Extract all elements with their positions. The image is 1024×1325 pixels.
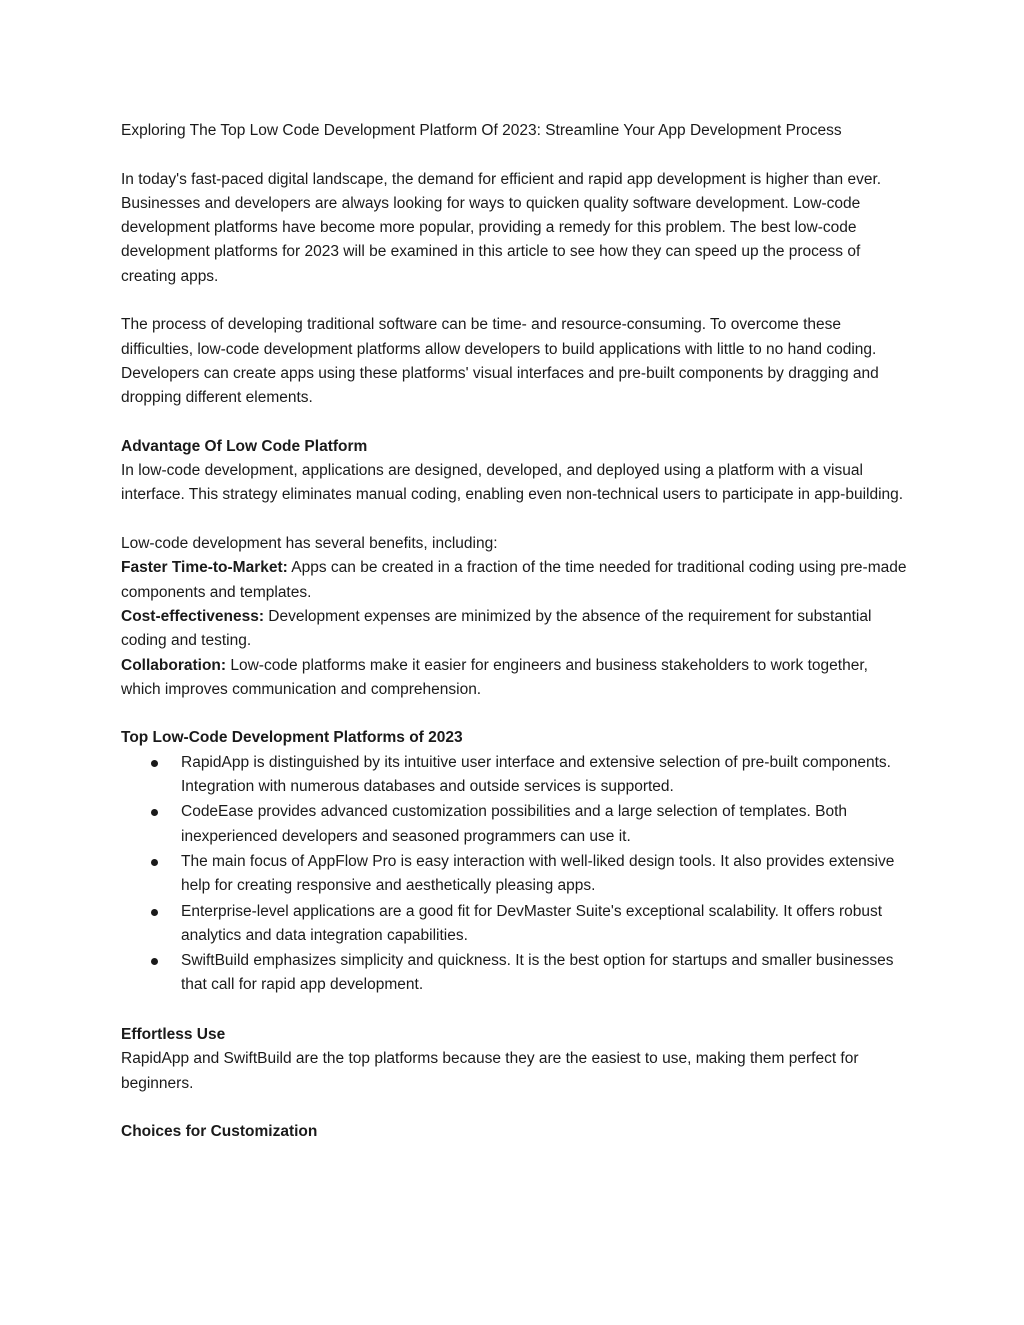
platform-list	[121, 751, 911, 998]
spacer	[121, 289, 911, 313]
benefits-intro: Low-code development has several benefits, including:	[121, 535, 498, 553]
list-item-text: Enterprise-level applications are a good fit for DevMaster Suite's exceptional scalability. It offers robust analytics and data integration capabilities.	[181, 902, 883, 944]
effortless-use-body: RapidApp and SwiftBuild are the top platforms because they are the easiest to use, making them perfect for beginners.	[121, 1050, 859, 1092]
bullet-icon	[151, 809, 158, 816]
list-item	[121, 850, 911, 899]
benefit-label: Collaboration:	[121, 656, 227, 674]
spacer	[121, 702, 911, 726]
list-item-text: SwiftBuild emphasizes simplicity and quickness. It is the best option for startups and smaller businesses that call for rapid app development.	[181, 952, 894, 994]
bullet-icon	[151, 958, 158, 965]
customization-heading: Choices for Customization	[121, 1123, 318, 1141]
bullet-icon	[151, 760, 158, 767]
document-page	[121, 119, 911, 1144]
list-item	[121, 949, 911, 998]
benefit-label: Faster Time-to-Market:	[121, 559, 288, 577]
spacer	[121, 411, 911, 435]
spacer	[121, 1096, 911, 1120]
intro-paragraph: The process of developing traditional software can be time- and resource-consuming. To overcome these difficulties, low-code development platforms allow developers to build applications with little to no hand coding. Developers can create apps using these platforms' visual interfaces and pre-built components by dragging and dropping different elements.	[121, 316, 879, 407]
list-item-text: The main focus of AppFlow Pro is easy interaction with well-liked design tools. It also provides extensive help for creating responsive and aesthetically pleasing apps.	[181, 852, 895, 895]
benefit-text: Development expenses are minimized by the absence of the requirement for substantial coding and testing.	[121, 607, 872, 650]
spacer	[121, 508, 911, 532]
benefit-item	[121, 654, 911, 703]
bullet-icon	[151, 909, 158, 916]
advantage-body: In low-code development, applications are designed, developed, and deployed using a platform with a visual interface. This strategy eliminates manual coding, enabling even non-technical users to participate in app-building.	[121, 462, 904, 504]
benefit-item	[121, 605, 911, 654]
benefit-item	[121, 556, 911, 605]
list-item	[121, 751, 911, 800]
bullet-icon	[151, 859, 158, 866]
list-item-text: RapidApp is distinguished by its intuitive user interface and extensive selection of pre-built components. Integration with numerous databases and outside services is supported.	[181, 753, 891, 796]
benefit-label: Cost-effectiveness:	[121, 607, 264, 625]
list-item	[121, 900, 911, 949]
advantage-heading: Advantage Of Low Code Platform	[121, 437, 368, 455]
list-item-text: CodeEase provides advanced customization possibilities and a large selection of templates. Both inexperienced developers and seasoned programmers can use it.	[181, 803, 848, 845]
benefit-text: Low-code platforms make it easier for engineers and business stakeholders to work together, which improves communication and comprehension.	[121, 656, 868, 698]
list-item	[121, 800, 911, 849]
document-title: Exploring The Top Low Code Development Platform Of 2023: Streamline Your App Development Process	[121, 122, 842, 139]
intro-paragraph: In today's fast-paced digital landscape, the demand for efficient and rapid app development is higher than ever. Businesses and developers are always looking for ways to quicken quality software development. Low-code development platforms have become more popular, providing a remedy for this problem. The best low-code development platforms for 2023 will be examined in this article to see how they can speed up the process of creating apps.	[121, 170, 882, 285]
spacer	[121, 999, 911, 1023]
effortless-use-heading: Effortless Use	[121, 1025, 226, 1043]
benefit-text: Apps can be created in a fraction of the time needed for traditional coding using pre-made components and templates.	[121, 559, 907, 601]
spacer	[121, 143, 911, 167]
top-platforms-heading: Top Low-Code Development Platforms of 2023	[121, 729, 463, 747]
